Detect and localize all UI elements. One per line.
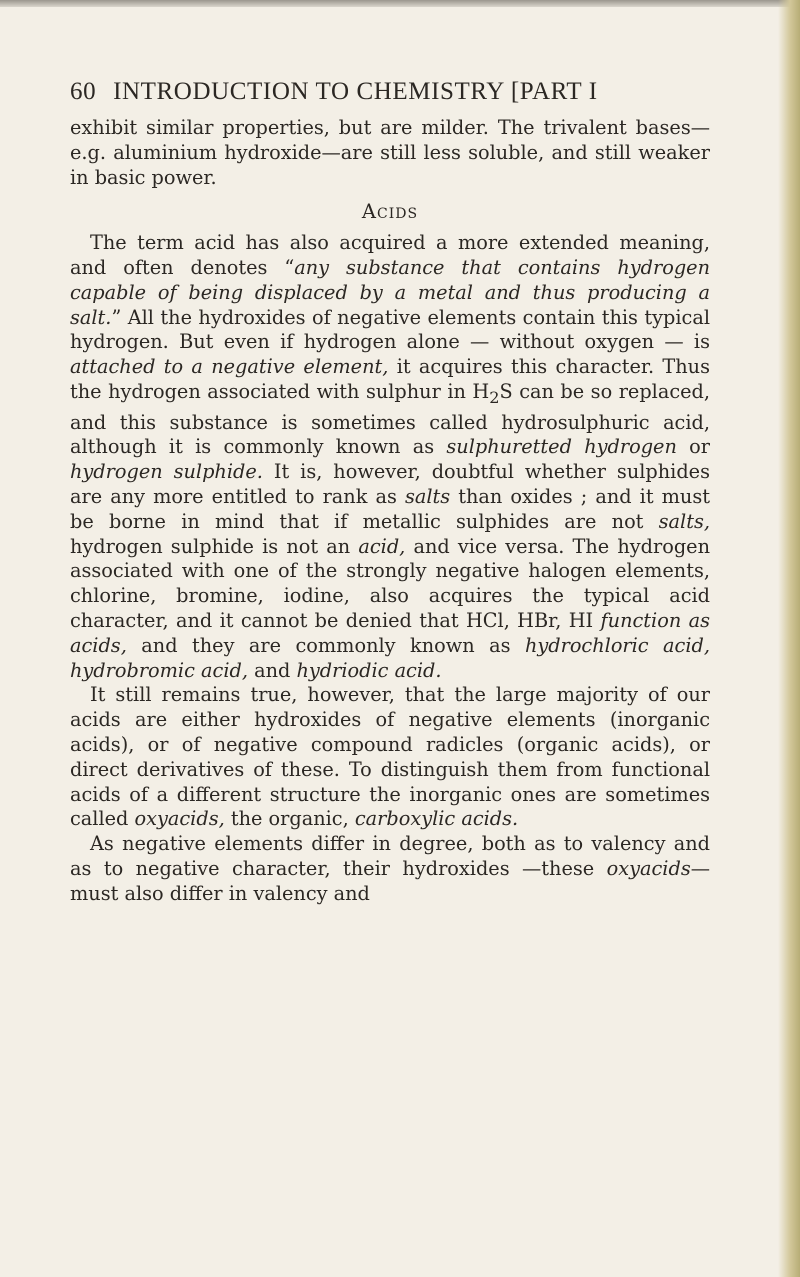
text-run: ” All the hydroxides of negative elements contain this typical hydrogen. But even if hydrogen alone — without oxygen — is	[70, 305, 710, 354]
paragraph-oxyacids	[70, 683, 710, 832]
text-run: —must also differ in valency and	[70, 856, 710, 905]
italic-run: attached to a negative element,	[70, 355, 389, 379]
text-run: hydrogen sulphide is not an	[70, 534, 359, 558]
italic-run: salts	[404, 485, 451, 509]
italic-run: sulphuretted hydrogen	[446, 435, 677, 459]
text-run: or	[676, 435, 710, 459]
running-title: INTRODUCTION TO CHEMISTRY	[113, 78, 505, 105]
body-text	[70, 116, 710, 907]
italic-run: hydriodic acid.	[296, 658, 442, 682]
paragraph-valency	[70, 832, 710, 906]
italic-run: oxyacids,	[134, 807, 225, 831]
part-label: [PART I	[510, 78, 598, 105]
italic-run: acid,	[358, 534, 406, 558]
italic-run: hydrochloric acid, hydrobromic acid,	[70, 633, 710, 682]
paragraph-acid-definition	[70, 231, 710, 683]
italic-run: carboxylic acids.	[354, 807, 519, 831]
subscript: 2	[489, 387, 500, 407]
page-number: 60	[70, 78, 97, 105]
text-run: than oxides ; and it must be borne in mind that if metallic sulphides are not	[70, 485, 710, 533]
section-heading-acids: Acids	[361, 200, 419, 224]
page-top-edge	[0, 0, 800, 7]
page-edge-shadow	[778, 0, 800, 1277]
italic-run: oxyacids	[606, 856, 691, 880]
italic-run: salts,	[658, 509, 710, 533]
italic-run: hydrogen sulphide.	[70, 460, 263, 484]
running-head	[70, 78, 710, 106]
opening-paragraph: exhibit similar properties, but are milder. The trivalent bases—e.g. aluminium hydroxide—are still less soluble, and still weaker in basic power.	[70, 116, 710, 189]
text-run: it acquires this character. Thus the hydrogen associated with sulphur in H	[70, 355, 710, 403]
text-run: and	[247, 658, 297, 682]
text-run: the organic,	[224, 807, 355, 831]
italic-run: any substance that contains hydrogen capable of being displaced by a metal and thus producing a salt.	[70, 255, 711, 329]
text-run: and they are commonly known as	[126, 633, 525, 657]
text-run: The term acid has also acquired a more extended meaning, and often denotes “	[70, 231, 710, 279]
text-run: S can be so replaced, and this substance is sometimes called hydrosulphuric acid, although it is commonly known as	[70, 379, 711, 459]
book-page	[70, 78, 710, 907]
text-run: It is, however, doubtful whether sulphides are any more entitled to rank as	[70, 460, 710, 509]
text-run: As negative elements differ in degree, both as to valency and as to negative character, their hydroxides —these	[70, 832, 710, 880]
italic-run: function as acids,	[70, 609, 710, 657]
text-run: It still remains true, however, that the large majority of our acids are either hydroxides of negative elements (inorganic acids), or of negative compound radicles (organic acids), or direct derivatives of these. To distinguish them from functional acids of a different structure the inorganic ones are sometimes called	[70, 683, 710, 831]
text-run: and vice versa. The hydrogen associated with one of the strongly negative halogen elements, chlorine, bromine, iodine, also acquires the typical acid character, and it cannot be denied that HCl, HBr, HI	[70, 534, 710, 632]
